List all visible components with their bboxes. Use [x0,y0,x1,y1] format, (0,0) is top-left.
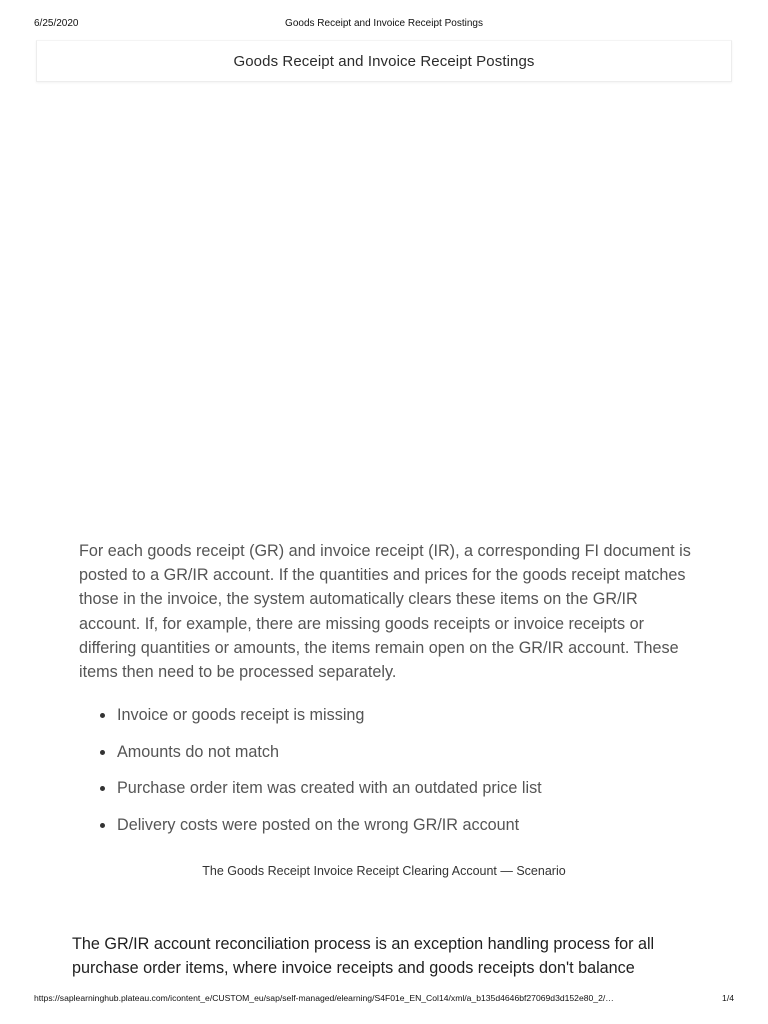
bullet-icon [100,713,105,718]
bullet-icon [100,823,105,828]
list-item [79,776,699,800]
figure-caption: The Goods Receipt Invoice Receipt Clearing Account — Scenario [202,864,566,878]
intro-paragraph: For each goods receipt (GR) and invoice receipt (IR), a corresponding FI document is posted to a GR/IR account. If the quantities and prices for the goods receipt matches those in the invoice, the system automatically clears these items on the GR/IR account. If, for example, there are missing goods receipts or invoice receipts or differing quantities or amounts, the items remain open on the GR/IR account. These items then need to be processed separately. [79,542,691,682]
list-item-text: Purchase order item was created with an outdated price list [117,779,542,797]
list-item-text: Delivery costs were posted on the wrong GR/IR account [117,815,520,834]
figure-placeholder [78,96,690,526]
bullet-icon [100,750,105,755]
list-item [79,813,699,837]
reconciliation-paragraph: The GR/IR account reconciliation process is an exception handling process for all purchase order items, where invoice receipts and goods receipts don't balance [72,935,655,977]
reason-list [79,703,699,849]
footer-url: https://saplearninghub.plateau.com/icontent_e/CUSTOM_eu/sap/self-managed/elearning/S4F01e_EN_Col14/xml/a_b135d4646bf27069d3d152e80_2/… [34,993,614,1003]
page-title: Goods Receipt and Invoice Receipt Postings [233,52,535,70]
page-header [36,40,732,82]
print-date: 6/25/2020 [34,18,79,29]
list-item-text: Invoice or goods receipt is missing [117,706,365,724]
list-item [79,703,699,727]
page-number: 1/4 [722,993,734,1003]
bullet-icon [100,786,105,791]
print-header-title: Goods Receipt and Invoice Receipt Postings [285,18,483,29]
list-item-text: Amounts do not match [117,742,279,761]
list-item [79,740,699,764]
